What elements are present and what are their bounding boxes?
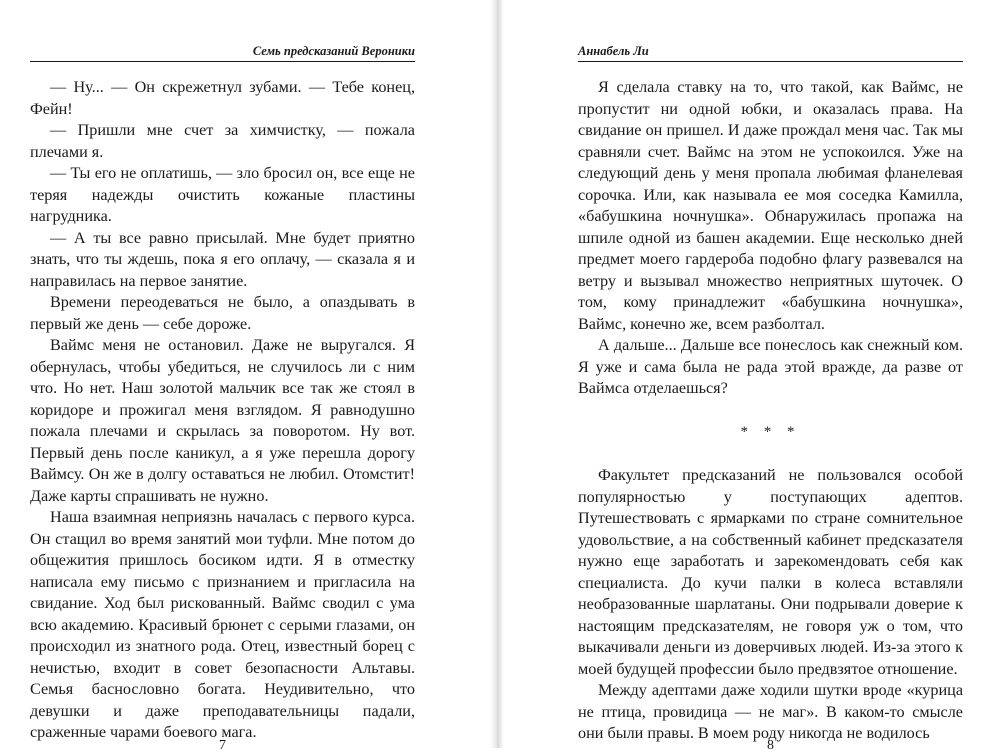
paragraph: — Ну... — Он скрежетнул зубами. — Тебе конец, Фейн! <box>30 78 415 118</box>
left-page <box>30 0 415 753</box>
paragraph: Наша взаимная неприязнь началась с первого курса. Он стащил во время занятий мои туфли. Мне потом до общежития пришлось босиком идти. Я в отместку написала ему письмо с признанием и пригласила на свидание. Ход был рискованный. Ваймс сводил с ума всю академию. Красивый брюнет с серыми глазами, он происходил из знатного рода. Отец, известный борец с нечистью, входит в совет безопасности Альтавы. Семья баснословно богата. Неудивительно, что девушки и даже преподавательницы падали, сраженные чарами боевого мага. <box>30 508 415 741</box>
paragraph: Ваймс меня не остановил. Даже не выругался. Я обернулась, чтобы убедиться, не случилось ли с ним что. Но нет. Наш золотой мальчик все так же стоял в коридоре и прожигал меня взглядом. Я равнодушно пожала плечами и скрылась за поворотом. Ну вот. Первый день после каникул, а я уже перешла дорогу Ваймсу. Он же в долгу оставаться не любил. Отомстит! Даже карты спрашивать не нужно. <box>30 336 415 505</box>
paragraph: Между адептами даже ходили шутки вроде «курица не птица, провидица — не маг». В каком-то смысле они были правы. В моем роду никогда не водилось <box>578 681 963 742</box>
paragraph: Я сделала ставку на то, что такой, как Ваймс, не пропустит ни одной юбки, и оказалась права. На свидание он пришел. И даже прождал меня час. Так мы сравняли счет. Ваймс на этом не успокоился. Уже на следующий день у меня пропала любимая фланелевая сорочка. Или, как называла ее моя соседка Камилла, «бабушкина ночнушка». Обнаружилась пропажа на шпиле одной из башен академии. Еще несколько дней предмет моего гардероба подобно флагу развевался на ветру и вызывал множество неприятных шуточек. О том, кому принадлежит «бабушкина ночнушка», Ваймс, конечно же, всем разболтал. <box>578 78 963 333</box>
left-header-rule <box>30 61 415 62</box>
right-body-text <box>578 77 963 745</box>
paragraph: А дальше... Дальше все понеслось как снежный ком. Я уже и сама была не рада этой вражде, да разве от Ваймса отделаешься? <box>578 336 963 397</box>
paragraph: Времени переодеваться не было, а опаздывать в первый же день — себе дороже. <box>30 293 415 333</box>
left-page-number: 7 <box>219 738 226 753</box>
left-running-head: Семь предсказаний Вероники <box>252 44 415 58</box>
left-body-text <box>30 77 415 744</box>
section-separator: * * * <box>740 423 801 440</box>
paragraph: — А ты все равно присылай. Мне будет приятно знать, что ты ждешь, пока я его оплачу, — сказала я и направилась на первое занятие. <box>30 228 415 290</box>
paragraph: Факультет предсказаний не пользовался особой популярностью у поступающих адептов. Путешествовать с ярмарками по стране сомнительное удовольствие, а на собственный кабинет предсказателя нужно еще заработать и зарекомендовать себя как специалиста. До кучи палки в колеса вставляли необразованные шарлатаны. Они подрывали доверие к настоящим предсказателям, не говоря уж о том, что выкачивали деньги из доверчивых людей. Из-за этого к моей будущей профессии было предвзятое отношение. <box>578 466 963 678</box>
right-page <box>578 0 963 753</box>
right-header-rule <box>578 61 963 62</box>
right-running-head: Аннабель Ли <box>578 44 649 58</box>
right-page-number: 8 <box>767 738 774 753</box>
paragraph: — Пришли мне счет за химчистку, — пожала плечами я. <box>30 121 415 161</box>
book-gutter <box>490 0 504 748</box>
paragraph: — Ты его не оплатишь, — зло бросил он, все еще не теряя надежды очистить кожаные пластины нагрудника. <box>30 164 415 225</box>
